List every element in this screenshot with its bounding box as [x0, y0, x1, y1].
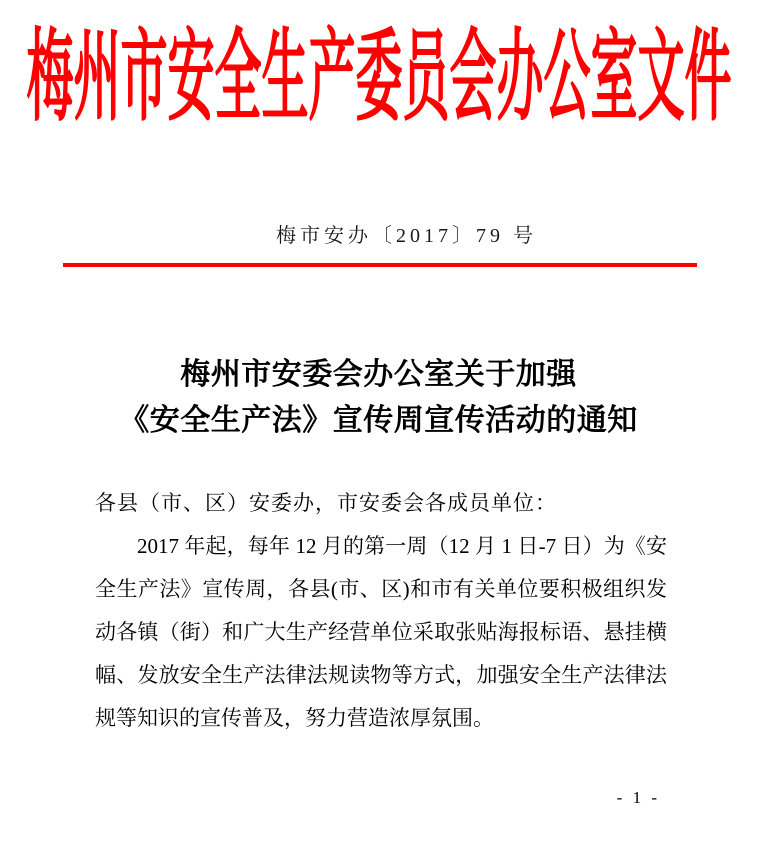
document-reference-number: 梅市安办〔2017〕79 号: [276, 225, 537, 247]
document-title-line-2: 《安全生产法》宣传周宣传活动的通知: [119, 404, 638, 437]
issuing-organization-title: 梅州市安全生产委员会办公室文件: [26, 21, 731, 133]
body-paragraph: 2017 年起，每年 12 月的第一周（12 月 1 日-7 日）为《安全生产法》宣传周，各县(市、区)和市有关单位要积极组织发动各镇（街）和广大生产经营单位采取张贴海报标语、悬挂横幅、发放安全生产法律法规读物等方式，加强安全生产法律法规等知识的宣传普及，努力营造浓厚氛围。: [95, 534, 667, 730]
red-divider-line: [63, 263, 697, 267]
document-title-line-1: 梅州市安委会办公室关于加强: [180, 358, 577, 391]
addressee-salutation: 各县（市、区）安委办，市安委会各成员单位：: [95, 491, 557, 515]
page-number: - 1 -: [616, 788, 660, 807]
red-header-banner: [0, 20, 757, 135]
document-title: [0, 352, 757, 444]
document-body: [95, 482, 667, 740]
